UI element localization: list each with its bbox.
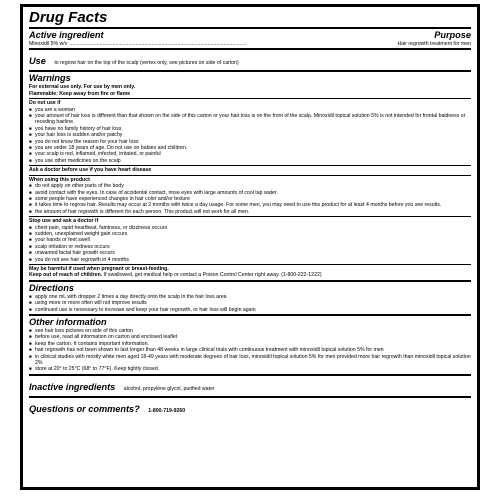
purpose-heading: Purpose xyxy=(434,30,471,40)
inactive-ingredients-heading: Inactive ingredients xyxy=(29,381,116,392)
purpose-text: Hair regrowth treatment for men xyxy=(397,41,471,47)
list-item: ■ avoid contact with the eyes. In case of accidental contact, rinse eyes with large amounts of cool tap water. xyxy=(29,190,471,196)
inactive-ingredients-section xyxy=(29,376,471,396)
list-item: ■ you do not see hair regrowth in 4 months xyxy=(29,257,471,263)
other-information-section xyxy=(29,316,471,374)
list-item: ■ chest pain, rapid heartbeat, faintness, or dizziness occurs xyxy=(29,225,471,231)
list-item: ■ you do not know the reason for your hair loss xyxy=(29,139,471,145)
use-heading: Use xyxy=(29,56,46,67)
active-ingredient-heading: Active ingredient xyxy=(29,30,104,40)
list-item: ■ before use, read all information on carton and enclosed leaflet xyxy=(29,334,471,340)
list-item: ■ you have no family history of hair loss xyxy=(29,126,471,132)
page-title: Drug Facts xyxy=(29,9,108,26)
list-item: ■ see hair loss pictures on side of this carton xyxy=(29,328,471,334)
list-item: ■ the amount of hair regrowth is different for each person. This product will not work for all men. xyxy=(29,209,471,215)
list-item: ■ it takes time to regrow hair. Results may occur at 2 months with twice a day usage. For some men, you may need to use this product for at least 4 months before you see results. xyxy=(29,202,471,208)
external-use-warning: For external use only. For use by men only. xyxy=(29,84,136,91)
list-item: ■ your hair loss is sudden and/or patchy xyxy=(29,132,471,138)
list-item: ■ you are under 18 years of age. Do not use on babies and children. xyxy=(29,145,471,151)
list-item: ■ do not apply on other parts of the body xyxy=(29,183,471,189)
active-ingredient-section xyxy=(29,29,471,48)
list-item: ■ keep the carton. It contains important information. xyxy=(29,341,471,347)
other-information-heading: Other information xyxy=(29,317,107,327)
list-item: ■ unwanted facial hair growth occurs xyxy=(29,250,471,256)
list-item: ■ scalp irritation or redness occurs xyxy=(29,244,471,250)
list-item: ■ you use other medicines on the scalp xyxy=(29,158,471,164)
list-item: ■ your scalp is red, inflamed, infected, irritated, or painful xyxy=(29,151,471,157)
flammable-warning: Flammable: Keep away from fire or flame xyxy=(29,90,131,97)
warnings-section xyxy=(29,72,471,279)
list-item: ■ you are a woman xyxy=(29,107,471,113)
list-item: ■ continued use is necessary to increase and keep your hair regrowth, or hair loss will begin again xyxy=(29,307,471,313)
list-item: ■ in clinical studies with mostly white men aged 18-49 years with moderate degrees of hair loss, minoxidil topical solution 5% for men provided more hair regrowth than minoxidil topical solution 2% xyxy=(29,354,471,367)
questions-heading: Questions or comments? xyxy=(29,403,140,414)
drug-facts-panel xyxy=(20,4,480,490)
ingredient-name: Minoxidil 5% w/v xyxy=(29,41,68,47)
ask-doctor-warning: Ask a doctor before use if you have heart disease xyxy=(29,167,152,174)
use-section xyxy=(29,50,471,70)
children-warning xyxy=(29,272,471,278)
list-item: ■ store at 20° to 25°C (68° to 77°F). Keep tightly closed. xyxy=(29,366,471,372)
list-item: ■ some people have experienced changes in hair color and/or texture xyxy=(29,196,471,202)
children-warning-bold: Keep out of reach of children. xyxy=(29,272,103,279)
directions-section xyxy=(29,282,471,314)
do-not-use-heading: Do not use if xyxy=(29,100,61,107)
list-item: ■ your hands or feet swell xyxy=(29,237,471,243)
warnings-heading: Warnings xyxy=(29,73,71,84)
stop-use-heading: Stop use and ask a doctor if xyxy=(29,218,99,225)
list-item: ■ sudden, unexplained weight gain occurs xyxy=(29,231,471,237)
use-text: to regrow hair on the top of the scalp (vertex only, see pictures on side of carton) xyxy=(54,60,239,67)
list-item: ■ hair regrowth has not been shown to last longer than 48 weeks in large clinical trials with continuous treatment with minoxidil topical solution 5% for men xyxy=(29,347,471,353)
leader-dots: ........................................................................................................................... xyxy=(69,41,247,47)
list-item: ■ apply one mL with dropper 2 times a day directly onto the scalp in the hair loss area xyxy=(29,294,471,300)
list-item: ■ using more or more often will not improve results xyxy=(29,300,471,306)
inactive-ingredients-text: alcohol, propylene glycol, purified water xyxy=(123,385,215,392)
questions-section xyxy=(29,398,471,418)
directions-heading: Directions xyxy=(29,282,74,293)
list-item: ■ your amount of hair loss is different than that shown on the side of this carton or your hair loss is on the front of the scalp. Minoxidil topical solution 5% is not intended for frontal baldness or receding hairline. xyxy=(29,113,471,126)
children-warning-text: If swallowed, get medical help or contact a Poison Control Center right away. (1-800-222-1222) xyxy=(103,272,322,279)
when-using-heading: When using this product xyxy=(29,176,90,183)
questions-phone: 1-800-719-9260 xyxy=(148,407,186,414)
pregnancy-warning: May be harmful if used when pregnant or breast-feeding. xyxy=(29,265,169,272)
